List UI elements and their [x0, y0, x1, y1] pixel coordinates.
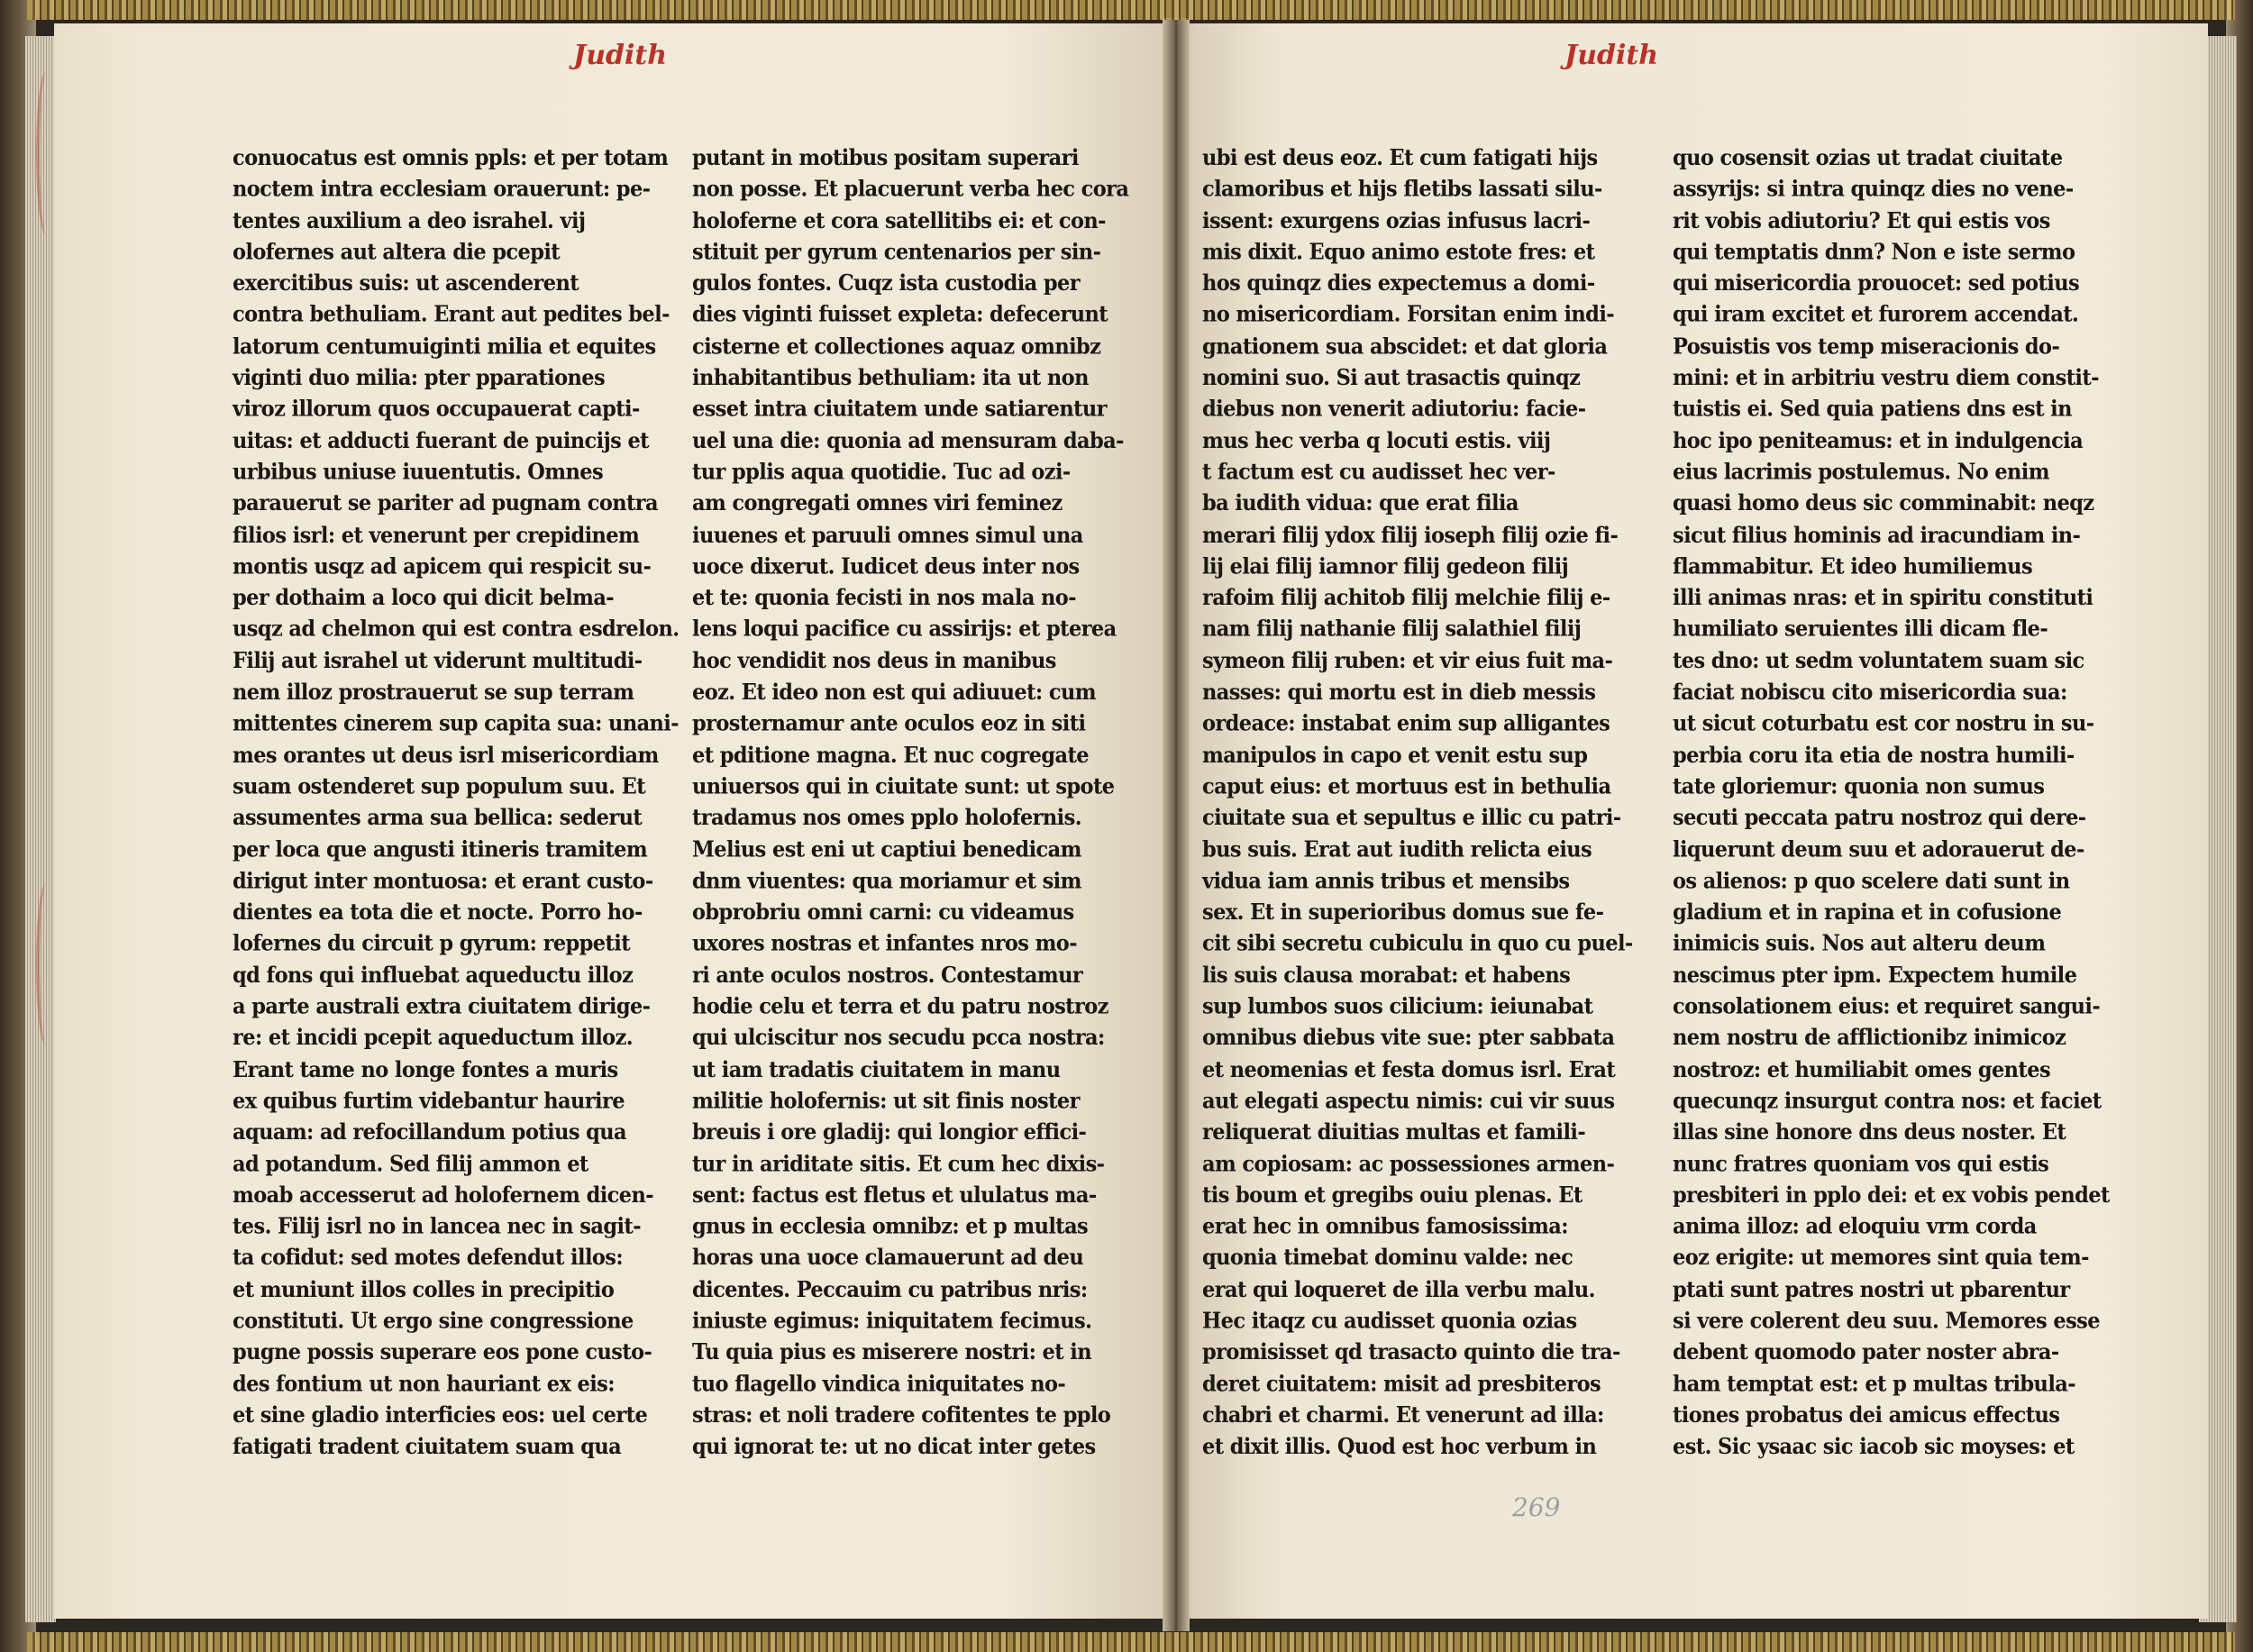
text-line: noctem intra ecclesiam orauerunt: pe-: [233, 177, 651, 203]
text-line: ri ante oculos nostros. Contestamur: [692, 963, 1083, 989]
text-line: stituit per gyrum centenarios per sin-: [692, 239, 1101, 265]
text-line: nescimus pter ipm. Expectem humile: [1673, 963, 2077, 989]
text-line: tis boum et gregibs ouiu plenas. Et: [1202, 1182, 1583, 1209]
text-line: tur pplis aqua quotidie. Tuc ad ozi-: [692, 460, 1071, 486]
text-line: mus hec verba q locuti estis. viij: [1202, 428, 1551, 454]
text-line: faciat nobiscu cito misericordia sua:: [1673, 680, 2067, 706]
text-line: ex quibus furtim videbantur haurire: [233, 1088, 625, 1114]
text-line: rit vobis adiutoriu? Et qui estis vos: [1673, 208, 2050, 234]
text-line: gnationem sua abscidet: et dat gloria: [1202, 333, 1608, 360]
text-line: ta cofidut: sed motes defendut illos:: [233, 1246, 624, 1272]
text-line: uxores nostras et infantes nros mo-: [692, 931, 1077, 957]
text-line: conuocatus est omnis ppls: et per totam: [233, 145, 669, 171]
text-line: nem nostru de afflictionibz inimicoz: [1673, 1025, 2066, 1051]
text-line: eoz. Et ideo non est qui adiuuet: cum: [692, 680, 1096, 706]
text-line: tuo flagello vindica iniquitates no-: [692, 1371, 1066, 1397]
text-line: liquerunt deum suu et adorauerut de-: [1673, 836, 2084, 863]
text-line: clamoribus et hijs fletibs lassati silu-: [1202, 177, 1602, 203]
text-line: tes dno: ut sedm voluntatem suam sic: [1673, 648, 2084, 674]
text-line: qui ignorat te: ut no dicat inter getes: [692, 1434, 1096, 1460]
text-column-left-2: [692, 142, 1129, 1463]
text-line: moab accesserut ad holofernem dicen-: [233, 1182, 653, 1209]
text-line: horas una uoce clamauerunt ad deu: [692, 1246, 1084, 1272]
text-line: re: et incidi pcepit aqueductum illoz.: [233, 1025, 633, 1051]
text-line: rafoim filij achitob filij melchie filij e-: [1202, 585, 1610, 611]
text-line: lij elai filij iamnor filij gedeon filij: [1202, 553, 1569, 580]
text-line: est. Sic ysaac sic iacob sic moyses: et: [1673, 1434, 2075, 1460]
text-line: mis dixit. Equo animo estote fres: et: [1202, 239, 1595, 265]
text-line: tiones probatus dei amicus effectus: [1673, 1402, 2060, 1428]
text-line: eius lacrimis postulemus. No enim: [1673, 460, 2049, 486]
text-line: qui misericordia prouocet: sed potius: [1673, 270, 2080, 297]
text-line: filios isrl: et venerunt per crepidinem: [233, 522, 640, 548]
text-line: promisisset qd trasacto quinto die tra-: [1202, 1339, 1620, 1365]
text-line: a parte australi extra ciuitatem dirige-: [233, 994, 651, 1020]
text-line: issent: exurgens ozias infusus lacri-: [1202, 208, 1591, 234]
text-line: cit sibi secretu cubiculu in quo cu puel-: [1202, 931, 1633, 957]
text-line: symeon filij ruben: et vir eius fuit ma-: [1202, 648, 1613, 674]
text-line: Posuistis vos temp miseracionis do-: [1673, 333, 2060, 360]
text-line: pugne possis superare eos pone custo-: [233, 1339, 652, 1365]
text-line: urbibus uniuse iuuentutis. Omnes: [233, 460, 604, 486]
text-line: Filij aut israhel ut viderunt multitudi-: [233, 648, 643, 674]
text-line: t factum est cu audisset hec ver-: [1202, 460, 1555, 486]
text-line: viginti duo milia: pter pparationes: [233, 365, 606, 391]
text-column-right-1: [1202, 142, 1633, 1463]
text-line: uel una die: quonia ad mensuram daba-: [692, 428, 1124, 454]
text-line: nem illoz prostrauerut se sup terram: [233, 680, 634, 706]
text-line: chabri et charmi. Et venerunt ad illa:: [1202, 1402, 1604, 1428]
text-line: et neomenias et festa domus isrl. Erat: [1202, 1056, 1616, 1082]
text-line: flammabitur. Et ideo humiliemus: [1673, 553, 2033, 580]
text-line: bus suis. Erat aut iudith relicta eius: [1202, 836, 1592, 863]
text-line: dirigut inter montuosa: et erant custo-: [233, 868, 653, 894]
text-line: ciuitate sua et sepultus e illic cu patri-: [1202, 805, 1621, 831]
text-line: montis usqz ad apicem qui respicit su-: [233, 553, 652, 580]
text-line: per loca que angusti itineris tramitem: [233, 836, 648, 863]
text-line: dies viginti fuisset expleta: defecerunt: [692, 302, 1108, 328]
text-line: ordeace: instabat enim sup alligantes: [1202, 711, 1610, 737]
text-line: fatigati tradent ciuitatem suam qua: [233, 1434, 622, 1460]
text-line: des fontium ut non hauriant ex eis:: [233, 1371, 615, 1397]
text-line: tate gloriemur: quonia non sumus: [1673, 773, 2045, 799]
text-line: tuistis ei. Sed quia patiens dns est in: [1673, 397, 2072, 423]
text-line: nasses: qui mortu est in dieb messis: [1202, 680, 1596, 706]
text-line: uoce dixerut. Iudicet deus inter nos: [692, 553, 1080, 580]
text-line: lis suis clausa morabat: et habens: [1202, 963, 1571, 989]
gilt-border-top: [27, 0, 2235, 20]
text-line: et sine gladio interficies eos: uel certe: [233, 1402, 648, 1428]
text-line: erat qui loqueret de illa verbu malu.: [1202, 1276, 1595, 1303]
text-line: am congregati omnes viri feminez: [692, 490, 1063, 517]
text-line: ham temptat est: et p multas tribula-: [1673, 1371, 2075, 1397]
text-line: quo cosensit ozias ut tradat ciuitate: [1673, 145, 2063, 171]
text-line: viroz illorum quos occupauerat capti-: [233, 397, 640, 423]
text-line: usqz ad chelmon qui est contra esdrelon.: [233, 616, 680, 643]
text-line: secuti peccata patru nostroz qui dere-: [1673, 805, 2086, 831]
text-line: ut iam tradatis ciuitatem in manu: [692, 1056, 1061, 1082]
text-line: nomini suo. Si aut trasactis quinqz: [1202, 365, 1581, 391]
text-line: contra bethuliam. Erant aut pedites bel-: [233, 302, 670, 328]
text-line: olofernes aut altera die pcepit: [233, 239, 561, 265]
book-gutter: [1163, 18, 1190, 1631]
text-line: breuis i ore gladij: qui longior effici-: [692, 1119, 1087, 1145]
text-line: cisterne et collectiones aquaz omnibz: [692, 333, 1101, 360]
text-line: illi animas nras: et in spiritu constituti: [1673, 585, 2093, 611]
text-line: omnibus diebus vite sue: pter sabbata: [1202, 1025, 1615, 1051]
text-line: dnm viuentes: qua moriamur et sim: [692, 868, 1081, 894]
running-head-right: Judith: [1564, 40, 1659, 71]
text-line: caput eius: et mortuus est in bethulia: [1202, 773, 1611, 799]
text-line: si vere colerent deu suu. Memores esse: [1673, 1308, 2100, 1334]
text-line: qui iram excitet et furorem accendat.: [1673, 302, 2079, 328]
text-line: esset intra ciuitatem unde satiarentur: [692, 397, 1107, 423]
text-line: mes orantes ut deus isrl misericordiam: [233, 742, 659, 769]
text-line: obprobriu omni carni: cu videamus: [692, 899, 1074, 926]
text-line: exercitibus suis: ut ascenderent: [233, 270, 579, 297]
text-line: gnus in ecclesia omnibz: et p multas: [692, 1214, 1089, 1240]
text-line: no misericordiam. Forsitan enim indi-: [1202, 302, 1615, 328]
text-line: aut elegati aspectu nimis: cui vir suus: [1202, 1088, 1615, 1114]
text-line: per dothaim a loco qui dicit belma-: [233, 585, 615, 611]
text-line: ba iudith vidua: que erat filia: [1202, 490, 1519, 517]
text-line: Melius est eni ut captiui benedicam: [692, 836, 1081, 863]
text-line: consolationem eius: et requiret sangui-: [1673, 994, 2101, 1020]
text-line: ptati sunt patres nostri ut pbarentur: [1673, 1276, 2070, 1303]
text-line: illas sine honore dns deus noster. Et: [1673, 1119, 2066, 1145]
text-line: ad potandum. Sed filij ammon et: [233, 1151, 588, 1177]
text-line: Tu quia pius es miserere nostri: et in: [692, 1339, 1091, 1365]
running-head-left: Judith: [573, 40, 668, 71]
text-line: uniuersos qui in ciuitate sunt: ut spote: [692, 773, 1115, 799]
text-line: dicentes. Peccauim cu patribus nris:: [692, 1276, 1088, 1303]
text-line: diebus non venerit adiutoriu: facie-: [1202, 397, 1586, 423]
text-line: manipulos in capo et venit estu sup: [1202, 742, 1588, 769]
text-line: sicut filius hominis ad iracundiam in-: [1673, 522, 2081, 548]
text-line: sent: factus est fletus et ululatus ma-: [692, 1182, 1097, 1209]
text-line: sex. Et in superioribus domus sue fe-: [1202, 899, 1604, 926]
text-line: eoz erigite: ut memores sint quia tem-: [1673, 1246, 2089, 1272]
text-line: prosternamur ante oculos eoz in siti: [692, 711, 1086, 737]
text-line: quasi homo deus sic comminabit: neqz: [1673, 490, 2094, 517]
text-line: tes. Filij isrl no in lancea nec in sagit-: [233, 1214, 641, 1240]
text-line: anima illoz: ad eloquiu vrm corda: [1673, 1214, 2037, 1240]
text-line: aquam: ad refocillandum potius qua: [233, 1119, 627, 1145]
text-line: iuuenes et paruuli omnes simul una: [692, 522, 1083, 548]
text-line: tur in ariditate sitis. Et cum hec dixis-: [692, 1151, 1105, 1177]
text-line: hos quinqz dies expectemus a domi-: [1202, 270, 1595, 297]
text-line: qui temptatis dnm? Non e iste sermo: [1673, 239, 2075, 265]
text-line: et muniunt illos colles in precipitio: [233, 1276, 615, 1303]
text-column-left-1: [233, 142, 680, 1463]
text-line: reliquerat diuitias multas et famili-: [1202, 1119, 1586, 1145]
text-line: gulos fontes. Cuqz ista custodia per: [692, 270, 1080, 297]
text-line: assyrijs: si intra quinqz dies no vene-: [1673, 177, 2074, 203]
text-line: humiliato seruientes illi dicam fle-: [1673, 616, 2048, 643]
text-line: mittentes cinerem sup capita sua: unani-: [233, 711, 679, 737]
text-line: quonia timebat dominu valde: nec: [1202, 1246, 1573, 1272]
text-line: hoc ipo peniteamus: et in indulgencia: [1673, 428, 2084, 454]
text-line: debent quomodo pater noster abra-: [1673, 1339, 2059, 1365]
text-line: et te: quonia fecisti in nos mala no-: [692, 585, 1076, 611]
text-line: deret ciuitatem: misit ad presbiteros: [1202, 1371, 1601, 1397]
text-line: qd fons qui influebat aqueductu illoz: [233, 963, 634, 989]
text-line: nam filij nathanie filij salathiel filij: [1202, 616, 1582, 643]
text-line: iniuste egimus: iniquitatem fecimus.: [692, 1308, 1092, 1334]
text-line: tradamus nos omes pplo holofernis.: [692, 805, 1081, 831]
text-line: ut sicut coturbatu est cor nostru in su-: [1673, 711, 2094, 737]
text-line: merari filij ydox filij ioseph filij ozie fi-: [1202, 522, 1619, 548]
text-column-right-2: [1673, 142, 2110, 1463]
text-line: mini: et in arbitriu vestru diem constit-: [1673, 365, 2099, 391]
text-line: et dixit illis. Quod est hoc verbum in: [1202, 1434, 1597, 1460]
text-line: uitas: et adducti fuerant de puincijs et: [233, 428, 649, 454]
text-line: qui ulciscitur nos secudu pcca nostra:: [692, 1025, 1105, 1051]
text-line: presbiteri in pplo dei: et ex vobis pendet: [1673, 1182, 2110, 1209]
text-line: dientes ea tota die et nocte. Porro ho-: [233, 899, 643, 926]
text-line: ubi est deus eoz. Et cum fatigati hijs: [1202, 145, 1598, 171]
text-line: putant in motibus positam superari: [692, 145, 1079, 171]
text-line: nunc fratres quoniam vos qui estis: [1673, 1151, 2049, 1177]
text-line: os alienos: p quo scelere dati sunt in: [1673, 868, 2070, 894]
text-line: holoferne et cora satellitibs ei: et con-: [692, 208, 1106, 234]
text-line: lens loqui pacifice cu assirijs: et pterea: [692, 616, 1117, 643]
text-line: vidua iam annis tribus et mensibs: [1202, 868, 1570, 894]
text-line: stras: et noli tradere cofitentes te pplo: [692, 1402, 1111, 1428]
text-line: lofernes du circuit p gyrum: reppetit: [233, 931, 631, 957]
text-line: sup lumbos suos cilicium: ieiunabat: [1202, 994, 1593, 1020]
text-line: Hec itaqz cu audisset quonia ozias: [1202, 1308, 1577, 1334]
text-line: inhabitantibus bethuliam: ita ut non: [692, 365, 1089, 391]
margin-red-mark: [36, 883, 56, 1045]
text-line: tentes auxilium a deo israhel. vij: [233, 208, 586, 234]
text-line: am copiosam: ac possessiones armen-: [1202, 1151, 1615, 1177]
text-line: inimicis suis. Nos aut alteru deum: [1673, 931, 2046, 957]
text-line: constituti. Ut ergo sine congressione: [233, 1308, 634, 1334]
text-line: non posse. Et placuerunt verba hec cora: [692, 177, 1129, 203]
text-line: gladium et in rapina et in cofusione: [1673, 899, 2062, 926]
text-line: quecunqz insurgut contra nos: et faciet: [1673, 1088, 2102, 1114]
text-line: nostroz: et humiliabit omes gentes: [1673, 1056, 2051, 1082]
text-line: hoc vendidit nos deus in manibus: [692, 648, 1056, 674]
text-line: perbia coru ita etia de nostra humili-: [1673, 742, 2075, 769]
text-line: suam ostenderet sup populum suu. Et: [233, 773, 645, 799]
margin-red-mark: [36, 72, 56, 234]
text-line: assumentes arma sua bellica: sederut: [233, 805, 643, 831]
text-line: erat hec in omnibus famosissima:: [1202, 1214, 1568, 1240]
text-line: latorum centumuiginti milia et equites: [233, 333, 656, 360]
folio-number: 269: [1512, 1492, 1561, 1522]
text-line: hodie celu et terra et du patru nostroz: [692, 994, 1108, 1020]
gilt-border-bottom: [27, 1632, 2235, 1652]
text-line: Erant tame no longe fontes a muris: [233, 1056, 618, 1082]
text-line: militie holofernis: ut sit finis noster: [692, 1088, 1080, 1114]
text-line: et pditione magna. Et nuc cogregate: [692, 742, 1089, 769]
text-line: parauerut se pariter ad pugnam contra: [233, 490, 659, 517]
left-page-edges: [25, 36, 56, 1622]
